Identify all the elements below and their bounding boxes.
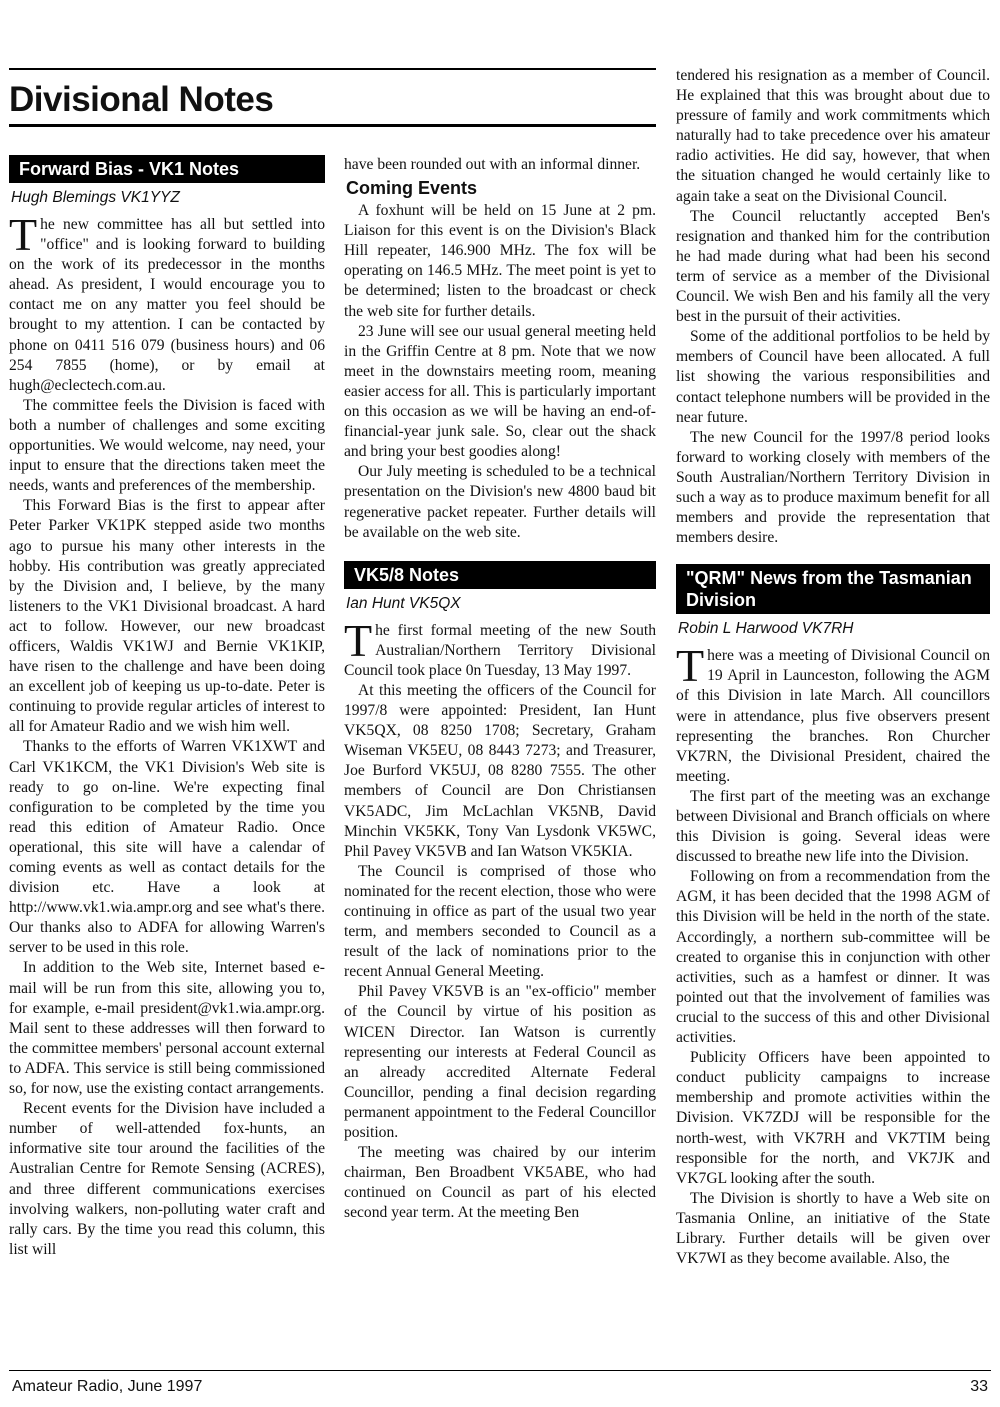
vk5-para-1: The first formal meeting of the new South Australian/Northern Territory Divisional Council took place 0n Tuesday, 13 May 1997. xyxy=(344,614,656,679)
vk5-continued-1: tendered his resignation as a member of Council. He explained that this was brought about due to pressure of family and work commitments which naturally had to take precedence over his amateur radio activities. He did say, however, that when the situation changed he would certainly like to again take a seat on the Divisional Council. xyxy=(676,67,990,205)
vk7-para-2: The first part of the meeting was an exchange between Divisional and Branch officials on where this Division is going. Several ideas were discussed to breathe new life into the Division. xyxy=(676,787,990,866)
event-1: A foxhunt will be held on 15 June at 2 pm. Liaison for this event is on the Division's Black Hill repeater, 146.900 MHz. The fox will be operating on 146.5 MHz. The meet point is yet to be determined; listen to the broadcast or check the web site for further details. xyxy=(344,202,656,320)
drop-cap: T xyxy=(9,209,38,260)
vk7-para-1: There was a meeting of Divisional Council on 19 April in Launceston, following the AGM of this Division in late March. All councillors were in attendance, plus five observers present representing the branches. Ron Churcher VK7RN, the Divisional President, chaired the meeting. xyxy=(676,640,990,785)
drop-cap: T xyxy=(676,640,705,692)
top-rule-left xyxy=(9,68,656,70)
vk5-para-3: The Council is comprised of those who nominated for the recent election, those who were continuing in office as part of the usual two year term, and members seconded to Council as a result of the lack of nominations prior to the recent Annual General Meeting. xyxy=(344,862,656,981)
title-rule xyxy=(9,124,656,127)
vk1-para-3: This Forward Bias is the first to appear after Peter Parker VK1PK stepped aside two months ago to pursue his many other interests in the hobby. His contribution was greatly appreciated by the Division and, I believe, by the many listeners to the VK1 Divisional broadcast. A hard act to follow. However, our new broadcast officers, Waldis VK1WJ and Bernie VK1KIP, have risen to the challenge and have been doing an excellent job of keeping us up-to-date. Peter is continuing to provide regular articles of interest to all for Amateur Radio and we wish him well. xyxy=(9,497,325,736)
vk1-para-6: Recent events for the Division have included a number of well-attended fox-hunts, an informative site tour around the facilities of the Australian Centre for Remote Sensing (ACRES), and three different communications exercises involving walkers, non-polluting water craft and rally cars. By the time you read this column, this list will xyxy=(9,1100,325,1258)
vk1-para-1: The new committee has all but settled into "office" and is looking forward to building on the work of its predecessor in the months ahead. As president, I would encourage you to contact me on any matter you feel should be brought to my attention. I can be contacted by phone on 0411 516 079 (business hours) and 06 254 7855 (home), or by email at hugh@eclectech.com.au. xyxy=(9,209,325,394)
vk1-para-5: In addition to the Web site, Internet based e-mail will be run from this site, allowing you to, for example, e-mail president@vk1.wia.ampr.org. Mail sent to these addresses will then forward to the committee members' personal account external to ADFA. This service is still being commissioned so, for now, use the existing contact arrangements. xyxy=(9,959,325,1098)
section-heading-vk1: Forward Bias - VK1 Notes xyxy=(9,155,325,183)
footer-publication: Amateur Radio, June 1997 xyxy=(12,1378,203,1395)
vk5-continued-4: The new Council for the 1997/8 period looks forward to working closely with members of the South Australian/Northern Territory Division in such a way as to produce maximum benefit for all members and provide the representation that members desire. xyxy=(676,428,990,547)
section-heading-vk5: VK5/8 Notes xyxy=(344,561,656,589)
subheading-coming-events: Coming Events xyxy=(346,178,478,199)
vk1-para-2: The committee feels the Division is faced with both a number of challenges and some exciting opportunities. We would welcome, nay need, your input to ensure that the directions taken meet the needs, wants and preferences of the membership. xyxy=(9,396,325,495)
vk7-para-4: Publicity Officers have been appointed to conduct publicity campaigns to increase membership and promote activities within the Division. VK7ZDJ will be responsible for the north-west, with VK7RH and VK7TIM being responsible for the north, and VK7JK and VK7GL looking after the south. xyxy=(676,1049,990,1187)
section-heading-vk7: "QRM" News from the Tasmanian Division xyxy=(676,564,990,614)
column-right xyxy=(676,66,990,1269)
byline-vk5: Ian Hunt VK5QX xyxy=(346,594,461,612)
vk7-para-5: The Division is shortly to have a Web site on Tasmania Online, an initiative of the State Library. Further details will be given over VK7WI as they become available. Also, the xyxy=(676,1189,990,1268)
page-number: 33 xyxy=(970,1378,988,1395)
page-title: Divisional Notes xyxy=(9,80,274,119)
vk5-para-4: Phil Pavey VK5VB is an "ex-officio" member of the Council by virtue of his position as WICEN Director. Ian Watson is currently representing our interests at Federal Council as an already accredited Alternate Federal Councillor, pending a final decision regarding permanent appointment to the Federal Councillor position. xyxy=(344,983,656,1142)
column-middle xyxy=(344,155,656,1224)
vk5-para-2: At this meeting the officers of the Council for 1997/8 were appointed: President, Ian Hunt VK5QX, 08 8250 1708; Secretary, Graham Wiseman VK5EU, 08 8443 7273; and Treasurer, Joe Burford VK5UJ, 08 8280 7555. The other members of Council are Don Christiansen VK5ADC, Jim McLachlan VK5NB, David Minchin VK5KK, Tony Van Lysdonk VK5WC, Phil Pavey VK5VB and Ian Watson VK5KIA. xyxy=(344,681,656,860)
event-3: Our July meeting is scheduled to be a technical presentation on the Division's new 4800 baud bit regenerative packet repeater. Further details will be available on the web site. xyxy=(344,463,656,541)
event-2: 23 June will see our usual general meeting held in the Griffin Centre at 8 pm. Note that we now meet in the downstairs meeting room, meaning easier access for all. This is particularly important on this occasion as we will be having an end-of-financial-year junk sale. So, clear out the shack and bring your best goodies along! xyxy=(344,322,656,461)
vk5-continued-2: The Council reluctantly accepted Ben's resignation and thanked him for the contribution he had made during what had been his second term of service as a member of the Divisional Council. We wish Ben and his family all the very best in the pursuit of their activities. xyxy=(676,207,990,326)
drop-cap: T xyxy=(344,614,373,666)
vk5-para-5: The meeting was chaired by our interim chairman, Ben Broadbent VK5ABE, who had continued on Council as part of his elected second year term. At the meeting Ben xyxy=(344,1144,656,1222)
footer-rule xyxy=(9,1370,991,1371)
vk1-para-4: Thanks to the efforts of Warren VK1XWT and Carl VK1KCM, the VK1 Division's Web site is ready to go on-line. We're expecting final configuration to be completed by the time you read this edition of Amateur Radio. Once operational, this site will have a calendar of coming events as well as contact details for the division etc. Have a look at http://www.vk1.wia.ampr.org and see what's there. Our thanks also to ADFA for allowing Warren's server to be used in this role. xyxy=(9,738,325,957)
vk5-continued-3: Some of the additional portfolios to be held by members of Council have been allocated. A full list showing the various responsibilities and contact telephone numbers will be provided in the near future. xyxy=(676,328,990,426)
column-vk1 xyxy=(9,155,325,1260)
vk1-continued: have been rounded out with an informal dinner. xyxy=(344,156,641,173)
byline-vk7: Robin L Harwood VK7RH xyxy=(678,620,854,638)
vk7-para-3: Following on from a recommendation from the AGM, it has been decided that the 1998 AGM of this Division will be held in the north of the state. Accordingly, a northern sub-committee will be created to organise this in conjunction with other activities, such as a hamfest or dinner. It was pointed out that the involvement of families was crucial to the success of this and other Divisional activities. xyxy=(676,868,990,1047)
byline-vk1: Hugh Blemings VK1YYZ xyxy=(11,189,180,206)
